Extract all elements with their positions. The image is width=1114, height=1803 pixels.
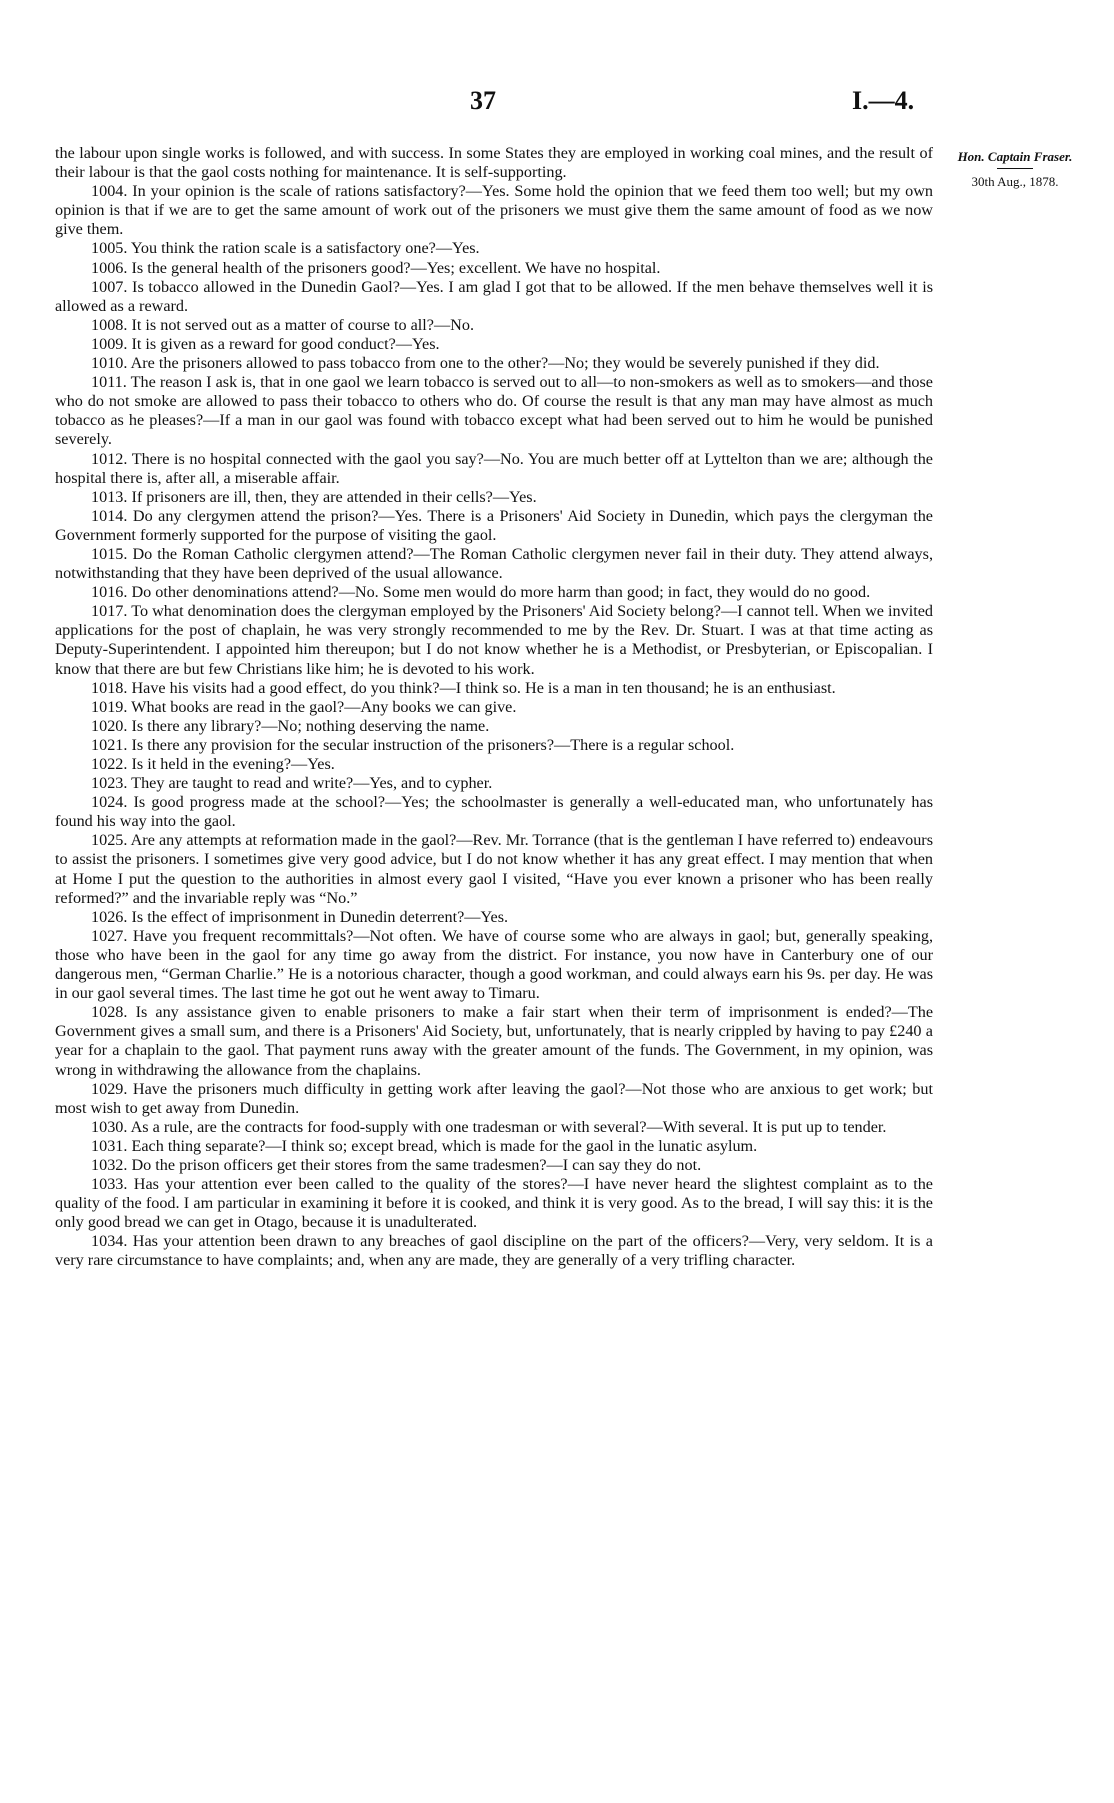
question-1030: 1030. As a rule, are the contracts for food-supply with one tradesman or with several?—With several. It is put up to tender. <box>91 1117 887 1136</box>
question-1007: 1007. Is tobacco allowed in the Dunedin Gaol?—Yes. I am glad I got that to be allowed. If the men behave themselves well it is allowed as a reward. <box>55 277 933 315</box>
question-1005: 1005. You think the ration scale is a satisfactory one?—Yes. <box>91 239 480 258</box>
question-1034: 1034. Has your attention been drawn to any breaches of gaol discipline on the part of the officers?—Very, very seldom. It is a very rare circumstance to have complaints; and, when any are made, they are generally of a very trifling character. <box>55 1232 933 1270</box>
question-1006: 1006. Is the general health of the prisoners good?—Yes; excellent. We have no hospital. <box>91 258 661 277</box>
question-1015: 1015. Do the Roman Catholic clergymen attend?—The Roman Catholic clergymen never fail in their duty. They attend always, notwithstanding that they have been deprived of the usual allowance. <box>55 544 933 583</box>
document-reference: I.—4. <box>852 86 915 115</box>
question-1025: 1025. Are any attempts at reformation made in the gaol?—Rev. Mr. Torrance (that is the gentleman I have referred to) endeavours to assist the prisoners. I sometimes give very good advice, but I do not know whether it has any great effect. I may mention that when at Home I put the question to the authorities in almost every gaol I visited, “Have you ever known a prisoner who has been really reformed?” and the invariable reply was “No.” <box>55 831 933 907</box>
question-1009: 1009. It is given as a reward for good conduct?—Yes. <box>91 334 440 353</box>
testimony-date: 30th Aug., 1878. <box>971 174 1059 189</box>
question-1021: 1021. Is there any provision for the secular instruction of the prisoners?—There is a regular school. <box>91 735 735 754</box>
question-1032: 1032. Do the prison officers get their stores from the same tradesmen?—I can say they do not. <box>91 1155 702 1174</box>
witness-name: Hon. Captain Fraser. <box>957 149 1073 164</box>
question-1024: 1024. Is good progress made at the school?—Yes; the schoolmaster is generally a well-educated man, who unfortunately has found his way into the gaol. <box>55 793 933 831</box>
question-1031: 1031. Each thing separate?—I think so; except bread, which is made for the gaol in the lunatic asylum. <box>91 1136 758 1155</box>
question-1019: 1019. What books are read in the gaol?—Any books we can give. <box>91 697 517 716</box>
question-1018: 1018. Have his visits had a good effect, do you think?—I think so. He is a man in ten thousand; he is an enthusiast. <box>91 678 836 697</box>
testimony-body <box>55 144 933 1271</box>
paragraph: the labour upon single works is followed, and with success. In some States they are employed in working coal mines, and the result of their labour is that the gaol costs nothing for maintenance. It is self-supporting. <box>55 144 933 182</box>
margin-note <box>940 147 1090 191</box>
question-1012: 1012. There is no hospital connected with the gaol you say?—No. You are much better off at Lyttelton than we are; although the hospital there is, after all, a miserable affair. <box>55 449 933 487</box>
question-1014: 1014. Do any clergymen attend the prison?—Yes. There is a Prisoners' Aid Society in Dunedin, which pays the clergyman the Government formerly supported for the purpose of visiting the gaol. <box>55 506 933 544</box>
question-1029: 1029. Have the prisoners much difficulty in getting work after leaving the gaol?—Not those who are anxious to get work; but most wish to get away from Dunedin. <box>55 1079 933 1117</box>
question-1010: 1010. Are the prisoners allowed to pass tobacco from one to the other?—No; they would be severely punished if they did. <box>91 354 880 373</box>
question-1013: 1013. If prisoners are ill, then, they are attended in their cells?—Yes. <box>91 487 537 506</box>
question-1028: 1028. Is any assistance given to enable prisoners to make a fair start when their term of imprisonment is ended?—The Government gives a small sum, and there is a Prisoners' Aid Society, but, unfortunately, that is nearly crippled by having to pay £240 a year for a chaplain to the gaol. That payment runs away with the greater amount of the funds. The Government, in my opinion, was wrong in withdrawing the allowance from the chaplains. <box>55 1003 933 1079</box>
divider <box>997 168 1033 169</box>
question-1023: 1023. They are taught to read and write?—Yes, and to cypher. <box>91 774 493 793</box>
question-1027: 1027. Have you frequent recommittals?—Not often. We have of course some who are always in gaol; but, generally speaking, those who have been in the gaol for any time go away from the district. For instance, you now have in Canterbury one of our dangerous men, “German Charlie.” He is a notorious character, though a good workman, and could always earn his 9s. per day. He was in our gaol several times. The last time he got out he went away to Timaru. <box>55 926 933 1003</box>
question-1020: 1020. Is there any library?—No; nothing deserving the name. <box>91 716 490 735</box>
question-1004: 1004. In your opinion is the scale of rations satisfactory?—Yes. Some hold the opinion that we feed them too well; but my own opinion is that if we are to get the same amount of work out of the prisoners we must give them the same amount of food as we now give them. <box>55 182 933 239</box>
question-1017: 1017. To what denomination does the clergyman employed by the Prisoners' Aid Society belong?—I cannot tell. When we invited applications for the post of chaplain, he was very strongly recommended to me by the Rev. Dr. Stuart. I was at that time acting as Deputy-Superintendent. I appointed him thereupon; but I do not know whether he is a Methodist, or Presbyterian, or Episcopalian. I know that there are but few Christians like him; he is devoted to his work. <box>55 602 933 678</box>
question-1022: 1022. Is it held in the evening?—Yes. <box>91 755 335 773</box>
question-1026: 1026. Is the effect of imprisonment in Dunedin deterrent?—Yes. <box>91 907 509 926</box>
question-1008: 1008. It is not served out as a matter of course to all?—No. <box>91 315 475 334</box>
question-1016: 1016. Do other denominations attend?—No. Some men would do more harm than good; in fact, they would do no good. <box>91 583 871 602</box>
question-1033: 1033. Has your attention ever been called to the quality of the stores?—I have never heard the slightest complaint as to the quality of the food. I am particular in examining it before it is cooked, and think it is very good. As to the bread, I will say this: it is the only good bread we can get in Otago, because it is unadulterated. <box>55 1175 933 1232</box>
question-1011: 1011. The reason I ask is, that in one gaol we learn tobacco is served out to all—to non-smokers as well as to smokers—and those who do not smoke are allowed to pass their tobacco to others who do. Of course the result is that any man may have almost as much tobacco as he pleases?—If a man in our gaol was found with tobacco except what had been served out to him he would be punished severely. <box>55 373 933 449</box>
page-number: 37 <box>470 86 496 115</box>
